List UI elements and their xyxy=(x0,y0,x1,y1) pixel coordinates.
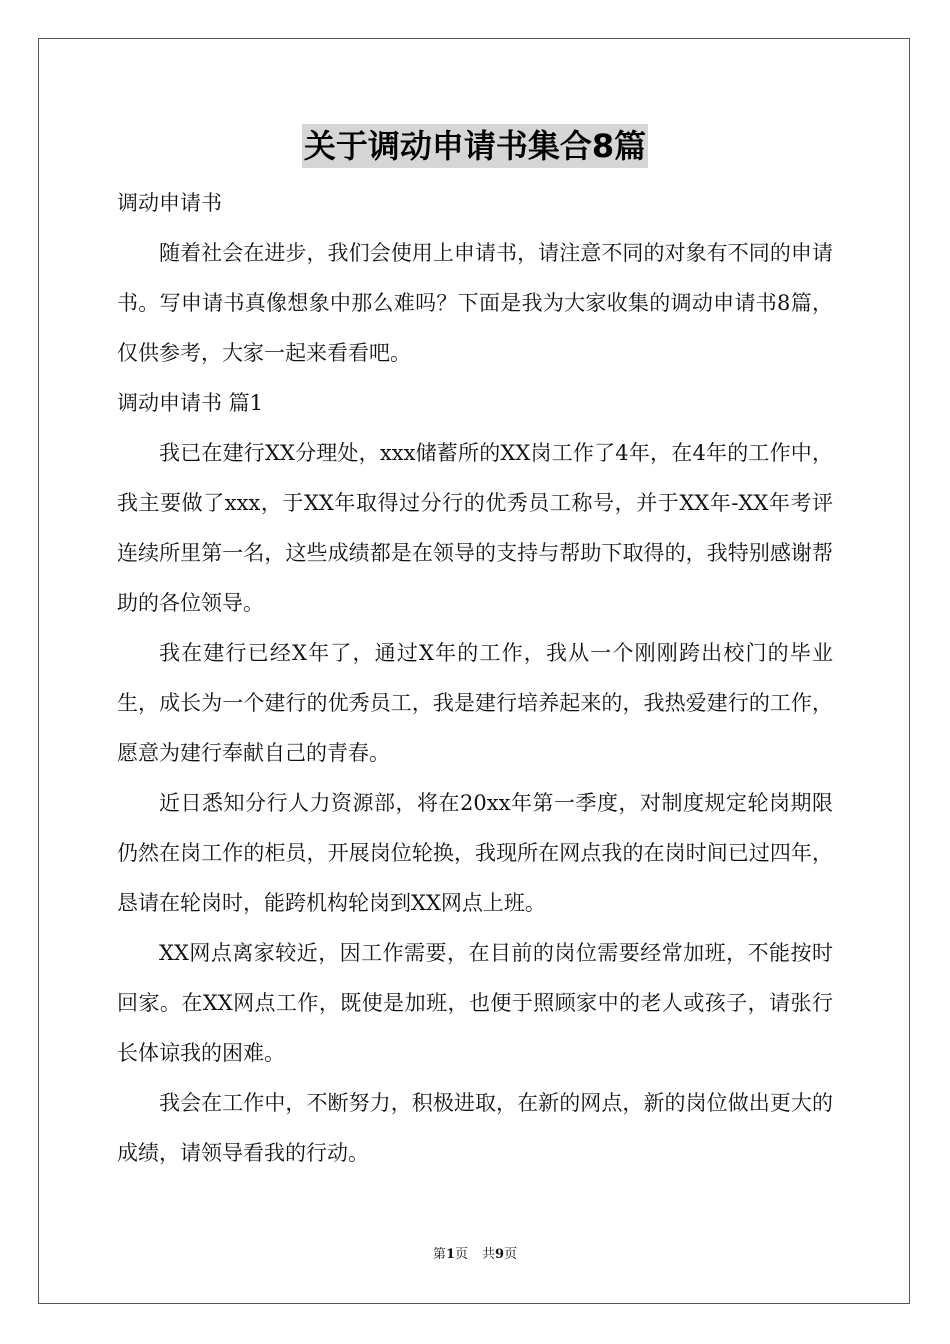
document-title: 关于调动申请书集合8篇 xyxy=(302,124,648,168)
page-suffix: 页 xyxy=(454,1247,468,1262)
document-body xyxy=(117,178,833,1178)
page-current: 1 xyxy=(445,1247,455,1262)
section-heading: 调动申请书 xyxy=(117,191,222,215)
body-paragraph: 我已在建行XX分理处，xxx储蓄所的XX岗工作了4年，在4年的工作中，我主要做了xxx，于XX年取得过分行的优秀员工称号，并于XX年-XX年考评连续所里第一名，这些成绩都是在领导的支持与帮助下取得的，我特别感谢帮助的各位领导。 xyxy=(117,441,833,615)
page-prefix: 第 xyxy=(432,1247,446,1262)
page-footer xyxy=(0,1245,950,1265)
body-paragraph: 近日悉知分行人力资源部，将在20xx年第一季度，对制度规定轮岗期限仍然在岗工作的柜员，开展岗位轮换，我现所在网点我的在岗时间已过四年，恳请在轮岗时，能跨机构轮岗到XX网点上班。 xyxy=(117,791,833,915)
body-paragraph: 我在建行已经X年了，通过X年的工作，我从一个刚刚跨出校门的毕业生，成长为一个建行的优秀员工，我是建行培养起来的，我热爱建行的工作，愿意为建行奉献自己的青春。 xyxy=(117,641,833,765)
total-prefix: 共 xyxy=(482,1247,496,1262)
intro-paragraph: 随着社会在进步，我们会使用上申请书，请注意不同的对象有不同的申请书。写申请书真像想象中那么难吗？下面是我为大家收集的调动申请书8篇，仅供参考，大家一起来看看吧。 xyxy=(117,241,833,365)
body-paragraph: 我会在工作中，不断努力，积极进取，在新的网点，新的岗位做出更大的成绩，请领导看我的行动。 xyxy=(117,1091,833,1165)
page-total: 9 xyxy=(495,1247,505,1262)
body-paragraph: XX网点离家较近，因工作需要，在目前的岗位需要经常加班，不能按时回家。在XX网点工作，既使是加班，也便于照顾家中的老人或孩子，请张行长体谅我的困难。 xyxy=(117,941,833,1065)
section-heading: 调动申请书 篇1 xyxy=(117,391,264,415)
total-suffix: 页 xyxy=(504,1247,518,1262)
title-container xyxy=(0,124,950,168)
